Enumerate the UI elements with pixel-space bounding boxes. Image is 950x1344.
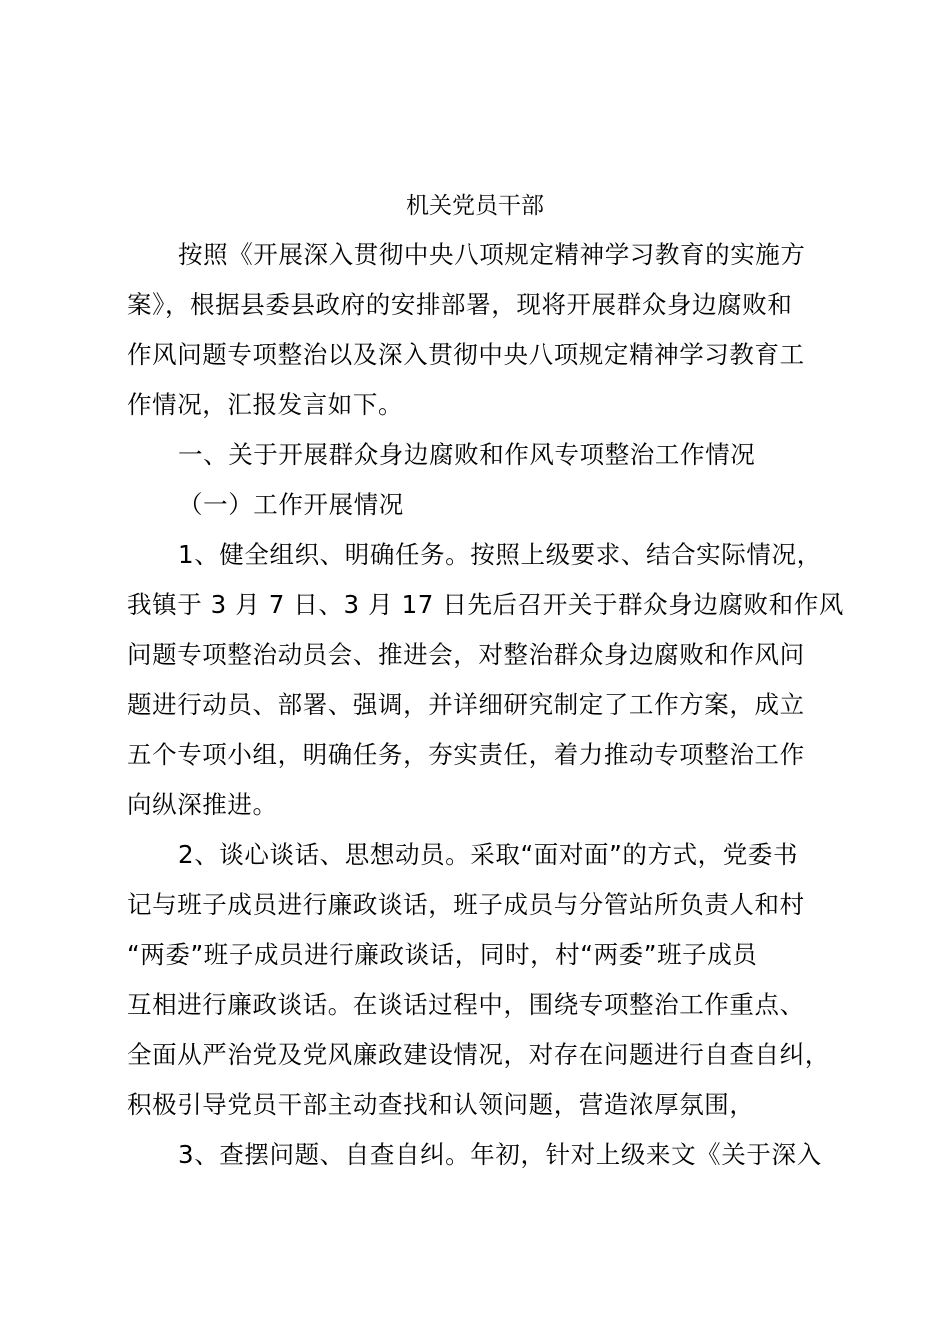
item-3-line-1: 3、查摆问题、自查自纠。年初，针对上级来文《关于深入: [178, 1140, 822, 1169]
paragraph-1-line-4: 作情况，汇报发言如下。: [127, 390, 404, 419]
item-1-line-5: 五个专项小组，明确任务，夯实责任，着力推动专项整治工作: [127, 740, 805, 769]
document-title: 机关党员干部: [406, 193, 544, 219]
item-1-line-6: 向纵深推进。: [127, 790, 278, 819]
paragraph-1-line-2: 案》，根据县委县政府的安排部署，现将开展群众身边腐败和: [127, 290, 793, 319]
item-1-line-3: 问题专项整治动员会、推进会，对整治群众身边腐败和作风问: [127, 640, 805, 669]
subsection-heading-1: （一）工作开展情况: [178, 490, 404, 519]
section-heading-1: 一、关于开展群众身边腐败和作风专项整治工作情况: [178, 440, 756, 469]
item-2-line-5: 全面从严治党及党风廉政建设情况，对存在问题进行自查自纠，: [127, 1040, 830, 1069]
item-1-line-4: 题进行动员、部署、强调，并详细研究制定了工作方案，成立: [127, 690, 805, 719]
item-2-line-1: 2、谈心谈话、思想动员。采取“面对面”的方式，党委书: [178, 840, 799, 869]
item-2-line-2: 记与班子成员进行廉政谈话，班子成员与分管站所负责人和村: [127, 890, 805, 919]
paragraph-1-line-1: 按照《开展深入贯彻中央八项规定精神学习教育的实施方: [178, 240, 806, 269]
item-2-line-6: 积极引导党员干部主动查找和认领问题，营造浓厚氛围，: [127, 1090, 755, 1119]
paragraph-1-line-3: 作风问题专项整治以及深入贯彻中央八项规定精神学习教育工: [127, 340, 805, 369]
item-1-line-1: 1、健全组织、明确任务。按照上级要求、结合实际情况，: [178, 540, 822, 569]
item-2-line-4: 互相进行廉政谈话。在谈话过程中，围绕专项整治工作重点、: [127, 990, 805, 1019]
item-2-line-3: “两委”班子成员进行廉政谈话，同时，村“两委”班子成员: [127, 940, 758, 969]
item-1-line-2: 我镇于 3 月 7 日、3 月 17 日先后召开关于群众身边腐败和作风: [127, 590, 844, 619]
